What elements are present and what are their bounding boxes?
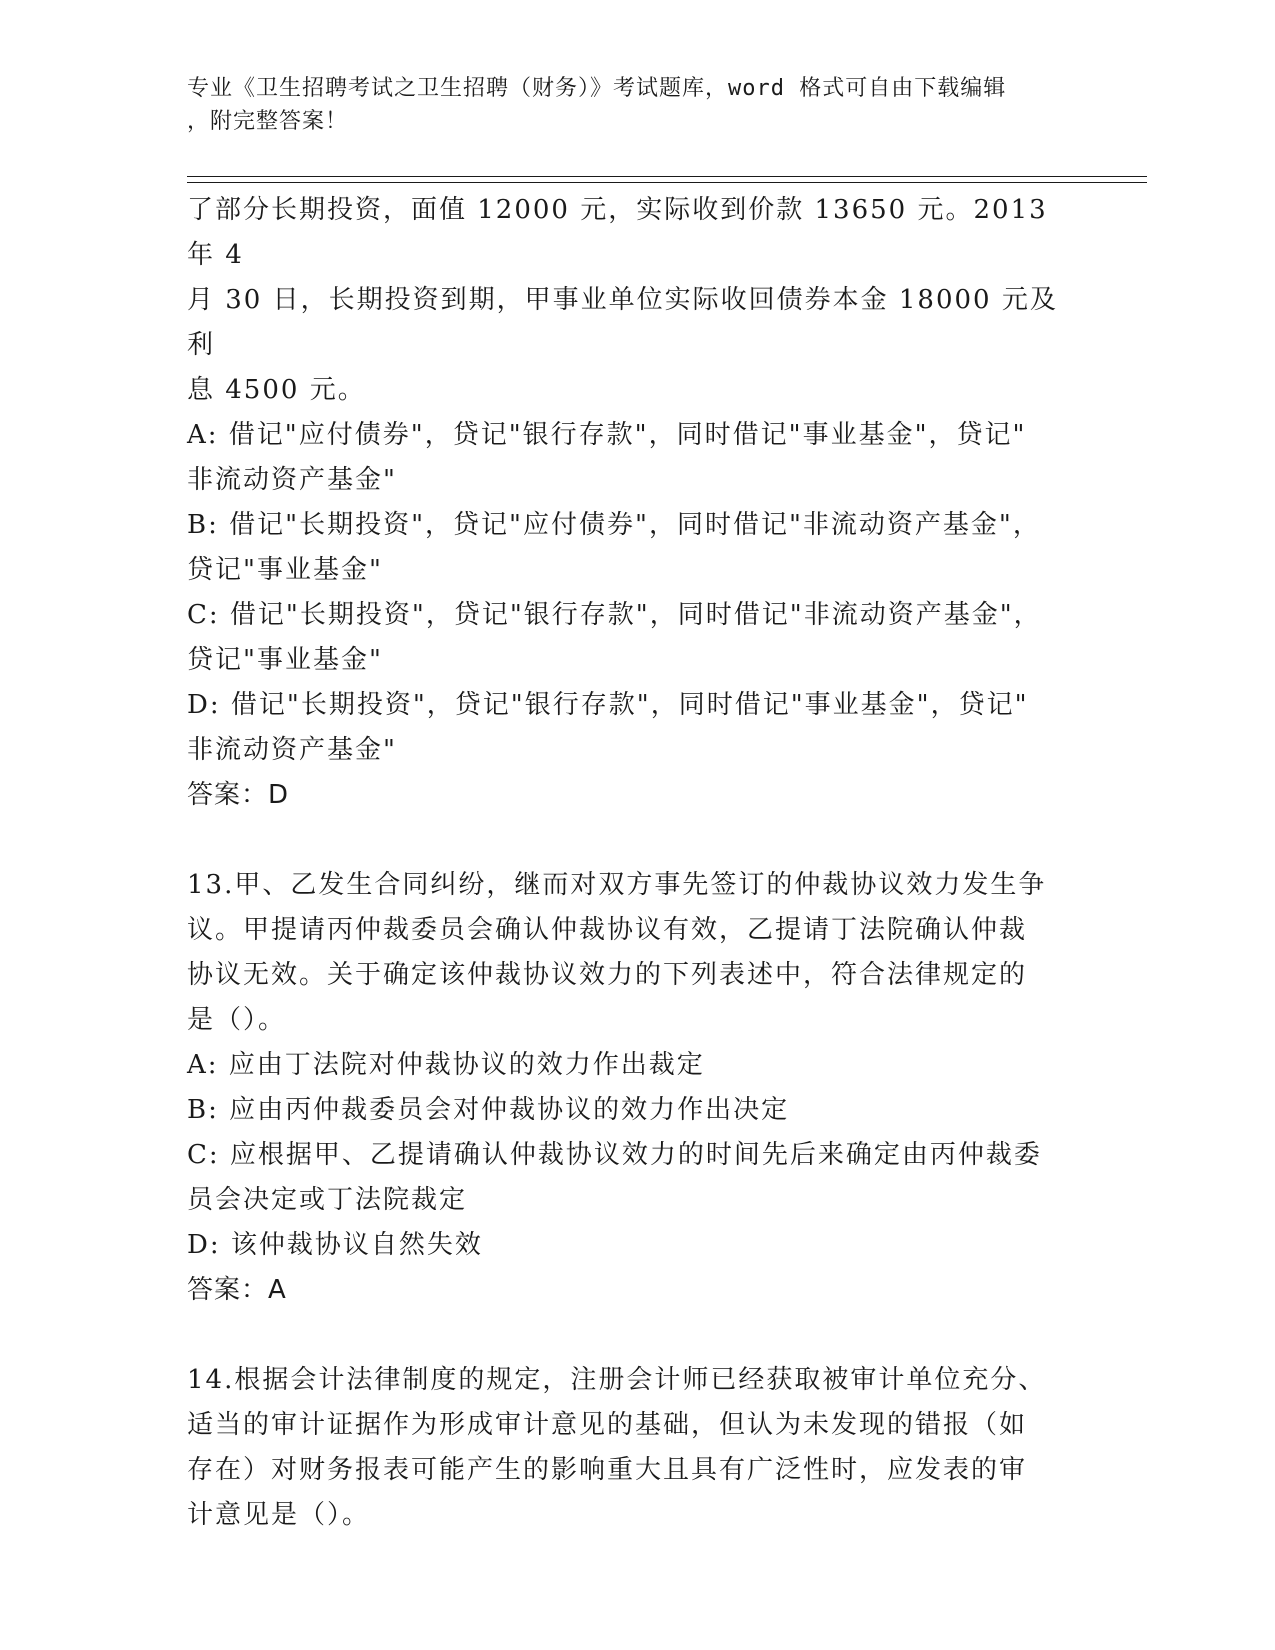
question-12 <box>187 188 1067 818</box>
page-header <box>187 72 1067 138</box>
q13-stem-line-1: 13.甲、乙发生合同纠纷，继而对双方事先签订的仲裁协议效力发生争 <box>187 870 1047 900</box>
q12-option-c-line-1: C: 借记"长期投资"，贷记"银行存款"，同时借记"非流动资产基金"， <box>187 600 1042 630</box>
q13-stem-line-4: 是（）。 <box>187 1005 287 1035</box>
q14-stem-line-4: 计意见是（）。 <box>187 1500 371 1530</box>
q13-option-c-line-1: C: 应根据甲、乙提请确认仲裁协议效力的时间先后来确定由丙仲裁委 <box>187 1140 1042 1170</box>
header-rule-top <box>187 176 1147 177</box>
q12-stem-line-1: 了部分长期投资，面值 12000 元，实际收到价款 13650 元。2013 年 4 <box>187 195 1048 270</box>
q13-option-b: B: 应由丙仲裁委员会对仲裁协议的效力作出决定 <box>187 1095 790 1125</box>
q13-answer: 答案：A <box>187 1275 287 1305</box>
spacer <box>187 1313 1067 1358</box>
q14-stem-line-2: 适当的审计证据作为形成审计意见的基础，但认为未发现的错报（如 <box>187 1410 1028 1440</box>
q14-stem-line-3: 存在）对财务报表可能产生的影响重大且具有广泛性时，应发表的审 <box>187 1455 1028 1485</box>
spacer <box>187 818 1067 863</box>
header-line-2: ，附完整答案！ <box>187 109 349 134</box>
q13-option-d: D: 该仲裁协议自然失效 <box>187 1230 483 1260</box>
q12-option-c-line-2: 贷记"事业基金" <box>187 645 383 675</box>
q12-option-d-line-2: 非流动资产基金" <box>187 735 397 765</box>
question-13 <box>187 863 1067 1313</box>
q12-option-b-line-2: 贷记"事业基金" <box>187 555 383 585</box>
q12-option-d-line-1: D: 借记"长期投资"，贷记"银行存款"，同时借记"事业基金"，贷记" <box>187 690 1029 720</box>
q12-option-a-line-2: 非流动资产基金" <box>187 465 397 495</box>
question-14 <box>187 1358 1067 1538</box>
q12-option-a-line-1: A: 借记"应付债券"，贷记"银行存款"，同时借记"事业基金"，贷记" <box>187 420 1027 450</box>
q12-stem-line-2: 月 30 日，长期投资到期，甲事业单位实际收回债券本金 18000 元及利 <box>187 285 1058 360</box>
q12-answer: 答案：D <box>187 780 290 810</box>
header-rule-bottom <box>187 182 1147 183</box>
q12-option-b-line-1: B: 借记"长期投资"，贷记"应付债券"，同时借记"非流动资产基金"， <box>187 510 1041 540</box>
q13-stem-line-2: 议。甲提请丙仲裁委员会确认仲裁协议有效，乙提请丁法院确认仲裁 <box>187 915 1028 945</box>
q14-stem-line-1: 14.根据会计法律制度的规定，注册会计师已经获取被审计单位充分、 <box>187 1365 1047 1395</box>
q13-option-a: A: 应由丁法院对仲裁协议的效力作出裁定 <box>187 1050 705 1080</box>
q12-stem-line-3: 息 4500 元。 <box>187 375 366 405</box>
q13-stem-line-3: 协议无效。关于确定该仲裁协议效力的下列表述中，符合法律规定的 <box>187 960 1028 990</box>
q13-option-c-line-2: 员会决定或丁法院裁定 <box>187 1185 468 1215</box>
document-body <box>187 188 1067 1538</box>
header-line-1: 专业《卫生招聘考试之卫生招聘（财务）》考试题库，word 格式可自由下载编辑 <box>187 76 1007 101</box>
